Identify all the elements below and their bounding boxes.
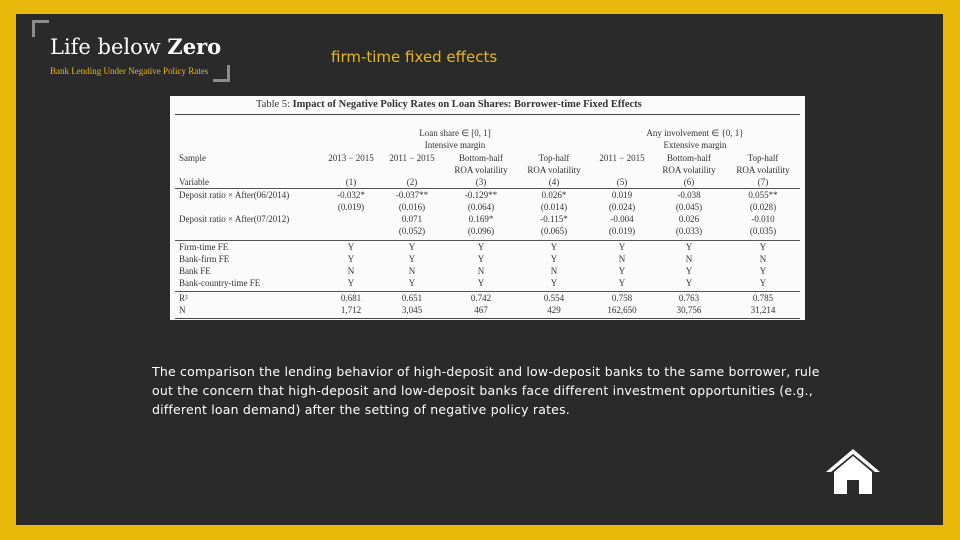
table-cell: 0.055** [748,190,778,200]
table-sample-cell: Top-half [538,153,570,163]
table-cell: (0.014) [540,202,568,212]
table-cell: -0.038 [677,190,701,200]
table-cell: Y [685,266,693,276]
table-sample-cell: ROA volatility [736,165,790,175]
table-sample-cell: 2013 − 2015 [328,153,374,163]
table-cell: (0.065) [540,226,568,236]
table-cell: Y [618,266,626,276]
table-cell: N [347,266,355,276]
table-sample-cell: Bottom-half [459,153,503,163]
table-cell: Y [618,242,626,252]
table-cell: (0.064) [467,202,495,212]
table-cell: -0.004 [610,214,634,224]
table-column-number: (5) [616,177,628,187]
table-cell: 0.554 [543,293,565,303]
logo-bracket-top-left [32,20,49,37]
table-cell: -0.032* [337,190,365,200]
table-cell: N [477,266,485,276]
table-cell: Y [759,242,767,252]
table-cell: Y [408,278,416,288]
table-sample-cell: ROA volatility [454,165,508,175]
table-rule [175,114,800,115]
table-row-label: Bank-country-time FE [179,278,261,288]
table-sample-cell: Top-half [747,153,779,163]
table-cell: 0.785 [752,293,774,303]
table-cell: Y [550,242,558,252]
table-cell: (0.035) [749,226,777,236]
table-cell: 0.763 [678,293,700,303]
table-cell: -0.037** [395,190,429,200]
body-text: The comparison the lending behavior of high-deposit and low-deposit banks to the same borrower, rule out the concern that high-deposit and low-deposit banks face different investment opportunities (e.g., different loan demand) after the setting of negative policy rates. [152,364,820,417]
table-sample-cell: Bottom-half [667,153,711,163]
table-cell: (0.045) [675,202,703,212]
table-cell: 1,712 [340,305,362,315]
table-column-number: (6) [683,177,695,187]
table-rule [175,240,800,241]
table-cell: Y [477,254,485,264]
table-cell: 3,045 [401,305,423,315]
table-sample-cell: ROA volatility [527,165,581,175]
table-row-label: Firm-time FE [179,242,229,252]
table-row-label: R² [179,293,188,303]
table-cell: Y [618,278,626,288]
table-cell: 467 [474,305,488,315]
logo-subtitle: Bank Lending Under Negative Policy Rates [50,66,209,76]
table-cell: 0.026* [541,190,567,200]
table-cell: Y [408,254,416,264]
table-cell: 0.026 [678,214,700,224]
table-group-header: Any involvement ∈ {0, 1} [646,128,744,138]
table-cell: (0.016) [398,202,426,212]
table-cell: -0.010 [751,214,775,224]
table-cell: 0.742 [470,293,492,303]
table-column-number: (3) [475,177,487,187]
table-cell: (0.019) [608,226,636,236]
table-cell: N [685,254,693,264]
table-cell: 0.681 [340,293,362,303]
table-cell: (0.033) [675,226,703,236]
table-cell: Y [347,242,355,252]
table-cell: 30,756 [676,305,702,315]
table-caption: Table 5: Impact of Negative Policy Rates on Loan Shares: Borrower-time Fixed Effects [256,99,642,110]
table-row-label: Variable [179,177,209,187]
table-rule [175,291,800,292]
table-cell: N [618,254,626,264]
table-rule [175,318,800,319]
table-cell: Y [408,242,416,252]
table-row-label: N [179,305,186,315]
table-column-number: (7) [757,177,769,187]
table-sample-cell: ROA volatility [662,165,716,175]
table-cell: 31,214 [750,305,776,315]
table-cell: Y [550,254,558,264]
table-cell: (0.028) [749,202,777,212]
table-cell: 0.019 [611,190,633,200]
table-cell: (0.024) [608,202,636,212]
table-cell: 429 [547,305,561,315]
table-sample-cell: 2011 − 2015 [389,153,435,163]
table-row-label: Deposit ratio × After(07/2012) [179,214,290,224]
slide-title: firm-time fixed effects [331,48,498,66]
table-rule [175,188,800,189]
table-cell: Y [477,278,485,288]
table-cell: Y [759,278,767,288]
table-cell: Y [347,278,355,288]
logo-bracket-bottom-right [213,65,230,82]
table-cell: Y [685,278,693,288]
table-cell: 0.758 [611,293,633,303]
logo [32,20,232,82]
table-cell: Y [685,242,693,252]
table-cell: (0.052) [398,226,426,236]
table-sample-cell: 2011 − 2015 [599,153,645,163]
table-cell: 0.071 [401,214,423,224]
table-cell: -0.115* [540,214,568,224]
table-row-label: Sample [179,153,206,163]
table-column-number: (2) [406,177,418,187]
table-cell: Y [347,254,355,264]
table-cell: 0.169* [468,214,494,224]
table-cell: Y [759,266,767,276]
table-cell: 0.651 [401,293,423,303]
home-icon[interactable] [824,446,882,498]
table-cell: Y [550,278,558,288]
table-group-subheader: Intensive margin [424,140,486,150]
table-cell: N [550,266,558,276]
table-row-label: Bank-firm FE [179,254,230,264]
table-column-number: (1) [345,177,357,187]
table-row-label: Bank FE [179,266,211,276]
table-cell: 162,650 [607,305,637,315]
table-cell: N [408,266,416,276]
regression-table [170,96,805,320]
table-row-label: Deposit ratio × After(06/2014) [179,190,290,200]
table-cell: Y [477,242,485,252]
table-cell: N [759,254,767,264]
table-cell: (0.096) [467,226,495,236]
table-group-subheader: Extensive margin [663,140,727,150]
table-cell: -0.129** [464,190,498,200]
table-cell: (0.019) [337,202,365,212]
logo-title: Life below Zero [50,34,222,59]
table-column-number: (4) [548,177,560,187]
table-group-header: Loan share ∈ [0, 1] [419,128,491,138]
